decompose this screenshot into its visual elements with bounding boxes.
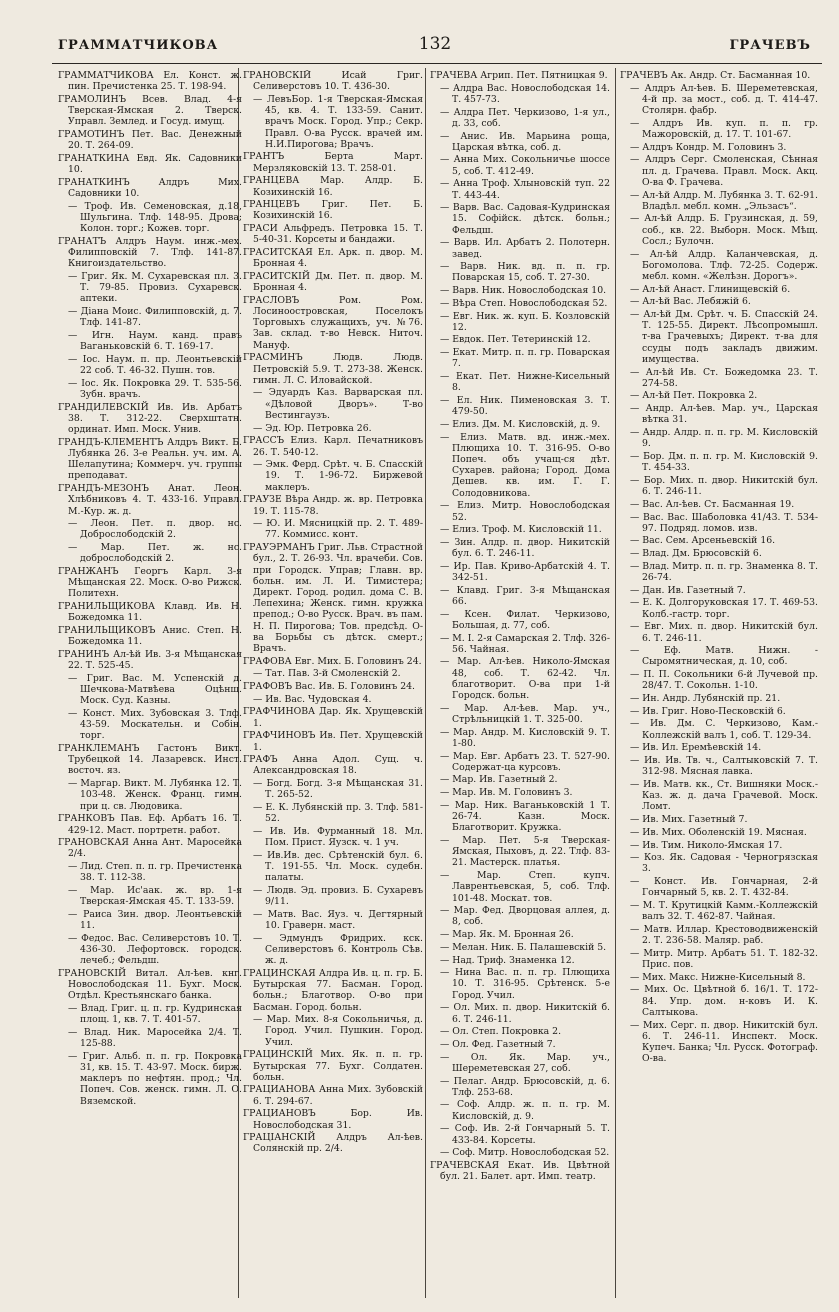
directory-entry: ГРАСИТСКАЯ Ел. Арк. п. двор. М. Бронная 4.: [243, 247, 423, 270]
directory-entry: — Лид. Степ. п. п. гр. Пречистенка 38. Т. 112-38.: [68, 861, 242, 884]
directory-entry: — Раиса Зин. двор. Леонтьевскій 11.: [68, 908, 242, 932]
directory-entry: ГРАНДИЛЕВСКІЙ Ив. Ив. Арбатъ 38. Т. 312-22. Сверхштатн. ординат. Имп. Моск. Унив.: [58, 401, 242, 436]
directory-entry: ГРАНЖАНЪ Георгъ Карл. 3-я Мѣщанская 22. Моск. О-во Рижск. Политехн.: [58, 566, 242, 600]
directory-entry: — Мар. Ник. Ваганьковскій 1 Т. 26-74. Казн. Моск. Благотворит. Кружка.: [440, 799, 610, 834]
directory-entry: — Анна Троф. Хлыновскій туп. 22 Т. 443-44.: [440, 178, 610, 201]
directory-entry: — Мелан. Ник. Б. Палашевскій 5.: [440, 941, 607, 953]
directory-entry: — Эдмундъ Фридрих. кск. Селиверстовъ 6. Контроль Сѣв. ж. д.: [253, 932, 423, 967]
directory-entry: ГРАНТЪ Берта Март. Мерзляковскій 13. Т. 258-01.: [243, 151, 423, 174]
directory-entry: ГРАНДЪ-КЛЕМЕНТЪ Алдръ Викт. Б. Лубянка 26. 3-е Реальн. уч. им. А. Шелапутина; Коммерч. уч. группы преподават.: [58, 436, 242, 482]
directory-entry: — Мар. Ал-ѣев. Николо-Ямская 48, соб. Т. 62-42. Чл. благотворит. О-ва при 1-й Городск. больн.: [440, 656, 610, 702]
directory-entry: — Соф. Митр. Новослободская 52.: [440, 1147, 610, 1159]
directory-entry: ГРАНОВСКАЯ Анна Ант. Маросейка 2/4.: [58, 837, 242, 860]
directory-entry: — Елиз. Троф. М. Кисловскій 11.: [440, 524, 602, 536]
directory-entry: ГРАСИ Альфредъ. Петровка 15. Т. 5-40-31. Корсеты и бандажи.: [243, 223, 423, 246]
directory-entry: — Маргар. Викт. М. Лубянка 12. Т. 103-48. Женск. Франц. гимн. при ц. св. Людовика.: [68, 778, 242, 812]
directory-entry: — Алдръ Кондр. М. Головинъ 3.: [630, 141, 787, 153]
directory-entry: — Е. К. Лубянскій пр. 3. Тлф. 581-52.: [253, 802, 423, 825]
directory-entry: ГРАНАТКИНА Евд. Як. Садовники 10.: [58, 152, 242, 176]
directory-entry: — Влад. Дм. Брюсовскій 6.: [630, 548, 762, 560]
directory-entry: — Андр. Ал-ѣев. Мар. уч., Царская вѣтка 31.: [630, 403, 818, 426]
directory-entry: — Ив. Матв. кк., Ст. Вишняки Моск.-Каз. ж. д. дача Грачевой. Моск. Ломт.: [630, 778, 818, 813]
directory-entry: — Евдок. Пет. Тетеринскій 12.: [440, 334, 591, 346]
directory-entry: — Конст. Ив. Гончарная, 2-й Гончарный 5, кв. 2. Т. 432-84.: [630, 876, 818, 899]
directory-entry: ГРАММАТЧИКОВА Ел. Конст. ж. пин. Пречистенка 25. Т. 198-94.: [58, 70, 242, 93]
directory-entry: ГРАНИНЪ Ал-ѣй Ив. 3-я Мѣщанская 22. Т. 525-45.: [58, 648, 242, 672]
directory-entry: — Еф. Матв. Нижн. - Сыромятническая, д. 10, соб.: [630, 645, 818, 668]
directory-entry: — Мар. Фед. Дворцовая аллея, д. 8, соб.: [440, 905, 610, 928]
directory-entry: — Федос. Вас. Селиверстовъ 10. Т. 436-30. Лефортовск. городск. лечеб.; Фельдш.: [68, 932, 242, 967]
directory-entry: ГРАМОТИНЪ Пет. Вас. Денежный 20. Т. 264-09.: [58, 129, 242, 152]
directory-entry: — Эд. Юр. Петровка 26.: [253, 422, 372, 434]
directory-entry: — Матв. Иллар. Крестоводвиженскій 2. Т. 236-58. Маляр. раб.: [630, 923, 818, 947]
directory-entry: — Е. К. Долгоруковская 17. Т. 469-53. Колб.-гастр. торг.: [630, 597, 818, 620]
directory-entry: — Мар. Евг. Арбатъ 23. Т. 527-90. Содержат-ца курсовъ.: [440, 750, 610, 773]
directory-entry: — Варв. Вас. Садовая-Кудринская 15. Софійск. дѣтск. больн.; Фельдш.: [440, 202, 610, 236]
directory-entry: — Варв. Ник. Новослободская 10.: [440, 285, 607, 297]
column-3: [430, 70, 610, 1295]
directory-entry: — Бор. Дм. п. п. гр. М. Кисловскій 9. Т. 454-33.: [630, 451, 818, 474]
directory-entry: — Екат. Пет. Нижне-Кисельный 8.: [440, 371, 610, 394]
directory-entry: ГРАНКОВЪ Пав. Еф. Арбатъ 16. Т. 429-12. Маст. портретн. работ.: [58, 813, 242, 836]
directory-entry: — Діана Моис. Филипповскій, д. 7. Тлф. 141-87.: [68, 306, 242, 329]
directory-entry: ГРАНИЛЬЩИКОВЪ Анис. Степ. Н. Божедомка 11.: [58, 625, 242, 648]
directory-entry: ГРАЧЕВСКАЯ Екат. Ив. Цвѣтной бул. 21. Балет. арт. Имп. театр.: [430, 1159, 610, 1183]
directory-entry: — Варв. Ник. вд. п. п. гр. Поварская 15, соб. Т. 27-30.: [440, 261, 610, 284]
directory-entry: ГРАФОВА Евг. Мих. Б. Головинъ 24.: [243, 655, 422, 667]
directory-entry: — М. І. 2-я Самарская 2. Тлф. 326-56. Чайная.: [440, 632, 610, 655]
directory-entry: — Григ. Вас. М. Успенскій д. Шечкова-Матвѣева Оцѣнщ. Моск. Суд. Казны.: [68, 672, 242, 707]
directory-entry: — Троф. Ив. Семеновская, д.18, Шульгина. Тлф. 148-95. Дрова; Колон. торг.; Кожев. торг.: [68, 200, 242, 235]
directory-entry: — Влад. Ник. Маросейка 2/4. Т. 125-88.: [68, 1026, 242, 1050]
directory-entry: — Ив. Вас. Чудовская 4.: [253, 693, 372, 705]
column-2: [243, 70, 423, 1295]
directory-entry: — Евг. Мих. п. двор. Никитскій бул. 6. Т. 246-11.: [630, 621, 818, 644]
directory-entry: — Мар. Як. М. Бронная 26.: [440, 929, 574, 941]
directory-entry: ГРАНЦЕВЪ Григ. Пет. Б. Козихинскій 16.: [243, 199, 423, 222]
directory-entry: — Ел. Ник. Пименовская 3. Т. 479-50.: [440, 394, 610, 418]
directory-entry: ГРАЦИАНОВЪ Бор. Ив. Новослободская 31.: [243, 1108, 423, 1131]
directory-entry: — Вѣра Степ. Новослободская 52.: [440, 297, 608, 309]
directory-entry: ГРАЧЕВЪ Ак. Андр. Ст. Басманная 10.: [620, 70, 811, 81]
directory-entry: ГРАФЧИНОВА Дар. Як. Хрущевскій 1.: [243, 706, 423, 729]
directory-entry: ГРАЧЕВА Агрип. Пет. Пятницкая 9.: [430, 70, 608, 81]
directory-entry: — Григ. Альб. п. п. гр. Покровка 31, кв. 15. Т. 43-97. Моск. бирж. маклеръ по нефтян. прод.; Чл. Попеч. Сов. женск. гимн. Л. О. Вяземской.: [68, 1050, 242, 1107]
directory-entry: — Ксен. Филат. Черкизово, Большая, д. 77, соб.: [440, 608, 610, 631]
directory-entry: — Елиз. Матв. вд. инж.-мех. Плющиха 10. Т. 316-95. О-во Попеч. объ учащ-ся дѣт. Сухарев. района; Город. Дома Дешев. кв. им. Г. Г. Солодовникова.: [440, 431, 610, 499]
running-head-right: ГРАЧЕВЪ: [729, 38, 811, 53]
directory-entry: — Іос. Як. Покровка 29. Т. 535-56. Зубн. врачъ.: [68, 377, 242, 400]
directory-entry: — Мих. Серг. п. двор. Никитскій бул. 6. Т. 246-11. Инспект. Моск. Купеч. Банка; Чл. Русск. Фотограф. О-ва.: [630, 1019, 818, 1065]
directory-entry: — Эмк. Ферд. Срѣт. ч. Б. Спасскій 19. Т. 1-96-72. Биржевой маклеръ.: [253, 459, 423, 493]
directory-entry: — Ив. Дм. С. Черкизово, Кам.-Коллежскій валъ 1, соб. Т. 129-34.: [630, 718, 818, 741]
directory-entry: — Игн. Наум. канд. правъ Ваганьковскій 6. Т. 169-17.: [68, 329, 242, 353]
directory-entry: — Дан. Ив. Газетный 7.: [630, 584, 746, 596]
directory-entry: — Зин. Алдр. п. двор. Никитскій бул. 6. Т. 246-11.: [440, 536, 610, 560]
directory-entry: ГРАФЪ Анна Адол. Сущ. ч. Александровская 18.: [243, 754, 423, 777]
directory-entry: ГРАНКЛЕМАНЪ Гастонъ Викт. Трубецкой 14. Лазаревск. Инст. восточ. яз.: [58, 743, 242, 777]
header-rule: [52, 63, 822, 64]
directory-entry: — Ю. И. Мясницкій пр. 2. Т. 489-77. Коммисс. конт.: [253, 518, 423, 541]
directory-entry: — Елиз. Митр. Новослободская 52.: [440, 500, 610, 523]
running-head-left: ГРАММАТЧИКОВА: [58, 38, 219, 53]
directory-entry: — Мар. Мих. 8-я Сокольничья, д. Город. Учил. Пушкин. Город. Учил.: [253, 1014, 423, 1048]
directory-entry: ГРАЦІАНСКІЙ Алдръ Ал-ѣев. Солянскій пр. 2/4.: [243, 1132, 423, 1155]
directory-entry: ГРАСМИНЪ Людв. Людв. Петровскій 5.9. Т. 273-38. Женск. гимн. Л. С. Иловайской.: [243, 352, 423, 386]
directory-entry: — Мар. Пет. ж. нс. доброслободскій 2.: [68, 542, 242, 565]
directory-entry: — Нина Вас. п. п. гр. Плющиха 10. Т. 316-95. Срѣтенск. 5-е Город. Учил.: [440, 967, 610, 1001]
column-1: [58, 70, 242, 1295]
directory-entry: — Леон. Пет. п. двор. нс. Доброслободскій 2.: [68, 518, 242, 541]
directory-entry: — Влад. Митр. п. п. гр. Знаменка 8. Т. 26-74.: [630, 560, 818, 584]
directory-entry: — Богд. Богд. 3-я Мѣщанская 31. Т. 265-52.: [253, 778, 423, 801]
directory-entry: — Людв. Эд. провиз. Б. Сухаревъ 9/11.: [253, 885, 423, 908]
directory-entry: — Ив.Ив. дес. Срѣтенскій бул. 6. Т. 191-55. Чл. Моск. судебн. палаты.: [253, 849, 423, 884]
directory-entry: ГРАССЪ Елиз. Карл. Печатниковъ 26. Т. 540-12.: [243, 435, 423, 458]
directory-entry: — Митр. Митр. Арбатъ 51. Т. 182-32. Прис. пов.: [630, 947, 818, 971]
directory-entry: ГРАНАТКИНЪ Алдръ Мих. Садовники 10.: [58, 176, 242, 200]
directory-entry: — Ив. Ил. Еремѣевскій 14.: [630, 742, 762, 754]
directory-entry: — Алдра Пет. Черкизово, 1-я ул., д. 33, соб.: [440, 106, 610, 129]
directory-entry: — Мар. Ал-ѣев. Мар. уч., Стрѣльницкій 1. Т. 325-00.: [440, 702, 610, 725]
directory-entry: — Вас. Сем. Арсеньевскій 16.: [630, 535, 776, 547]
directory-entry: — Варв. Ил. Арбатъ 2. Полотерн. завед.: [440, 237, 610, 260]
directory-entry: — ЛевъБор. 1-я Тверская-Ямская 45, кв. 4. Т. 133-59. Санит. врачъ Моск. Город. Упр.; Секр. Правл. О-ва Русск. врачей им. Н.И.Пирогова; Врачъ.: [253, 93, 423, 150]
directory-entry: ГРАНДЪ-МЕЗОНЪ Анат. Леон. Хлѣбниковъ 4. Т. 433-16. Управл. М.-Кур. ж. д.: [58, 483, 242, 517]
directory-entry: — Ал-ѣй Пет. Покровка 2.: [630, 390, 758, 402]
directory-entry: ГРАЦИНСКІЙ Мих. Як. п. п. гр. Бутырская 77. Бухг. Солдатен. больн.: [243, 1049, 423, 1083]
directory-entry: ГРАНЦЕВА Мар. Алдр. Б. Козихинскій 16.: [243, 175, 423, 198]
directory-entry: — Ив. Ив. Тв. ч., Салтыковскій 7. Т. 312-98. Мясная лавка.: [630, 755, 818, 778]
directory-entry: — Ал-ѣй Алдр. Б. Грузинская, д. 59, соб., кв. 22. Выборн. Моск. Мѣщ. Сосл.; Булочн.: [630, 213, 818, 247]
directory-entry: — Ал-ѣй Ив. Ст. Божедомка 23. Т. 274-58.: [630, 366, 818, 389]
directory-entry: ГРАМОЛИНЪ Всев. Влад. 4-я Тверская-Ямская 2. Тверск. Управл. Землед. и Госуд. имущ.: [58, 93, 242, 128]
directory-entry: — Іос. Наум. п. пр. Леонтьевскій 22 соб. Т. 46-32. Пушн. тов.: [68, 353, 242, 377]
directory-entry: ГРАУЭРМАНЪ Григ. Льв. Страстной бул., 2. Т. 26-93. Чл. врачеби. Сов. при Городск. Управ; Главн. вр. больн. им. Л. И. Тимистера; Директ. Город. родил. дома С. В. Лепехина; Женск. гимн. кружка препод.; О-во Русск. Врач. въ пам. Н. П. Пирогова; Тов. предсѣд. О-ва Борьбы съ дѣтск. смерт.; Врачъ.: [243, 542, 423, 654]
directory-entry: — М. Т. Крутицкій Камм.-Коллежскій валъ 32. Т. 462-87. Чайная.: [630, 900, 818, 923]
directory-entry: — Над. Триф. Знаменка 12.: [440, 954, 575, 966]
directory-entry: — Ив. Ив. Фурманный 18. Мл. Пом. Прист. Яузск. ч. 1 уч.: [253, 826, 423, 849]
directory-entry: — Ир. Пав. Криво-Арбатскій 4. Т. 342-51.: [440, 560, 610, 584]
directory-entry: — Ив. Тим. Николо-Ямская 17.: [630, 839, 783, 851]
directory-entry: — Григ. Як. М. Сухаревская пл. 3. Т. 79-85. Провиз. Сухаревск. аптеки.: [68, 270, 242, 305]
directory-entry: — Коз. Як. Садовая - Черногрязская 3.: [630, 852, 818, 875]
directory-entry: — Ал-ѣй Алдр. М. Лубянка 3. Т. 62-91. Владѣл. мебл. комн. „Эльзасъ“.: [630, 189, 818, 212]
directory-entry: — Пелаг. Андр. Брюсовскій, д. 6. Тлф. 253-68.: [440, 1075, 610, 1098]
directory-entry: — Соф. Ив. 2-й Гончарный 5. Т. 433-84. Корсеты.: [440, 1123, 610, 1146]
directory-entry: — Ал-ѣй Дм. Срѣт. ч. Б. Спасскій 24. Т. 125-55. Директ. Лѣсопромышл. т-ва Грачевыхъ; Директ. т-ва для ссуды подъ закладъ движим. имущества.: [630, 309, 818, 365]
directory-entry: — Андр. Алдр. п. п. гр. М. Кисловскій 9.: [630, 427, 818, 450]
directory-entry: — Конст. Мих. Зубовская 3. Тлф. 43-59. Москательн. и Собін. торг.: [68, 707, 242, 742]
directory-entry: — Мар. Ив. Газетный 2.: [440, 774, 558, 786]
directory-entry: — Ин. Андр. Лубянскій пр. 21.: [630, 693, 781, 705]
directory-entry: — Алдръ Серг. Смоленская, Сѣнная пл. д. Грачева. Правл. Моск. Акц. О-ва Ф. Грачева.: [630, 154, 818, 188]
directory-entry: ГРАНОВСКІЙ Исай Григ. Селиверстовъ 10. Т. 436-30.: [243, 70, 423, 93]
directory-entry: — Алдра Вас. Новослободская 14. Т. 457-73.: [440, 82, 610, 105]
directory-entry: — Ив. Мих. Оболенскій 19. Мясная.: [630, 826, 807, 838]
directory-entry: — Ал-ѣй Анаст. Глинищевскій 6.: [630, 283, 791, 295]
directory-entry: ГРАФЧИНОВЪ Ив. Пет. Хрущевскій 1.: [243, 730, 423, 753]
directory-entry: — Мих. Ос. Цвѣтной б. 16/1. Т. 172-84. Упр. дом. н-ковъ И. К. Салтыкова.: [630, 984, 818, 1018]
directory-entry: — Алдръ Ал-ѣев. Б. Шереметевская, 4-й пр. за мост., соб. д. Т. 414-47. Столярн. фабр.: [630, 82, 818, 117]
directory-entry: — Мар. Ив. М. Головинъ 3.: [440, 787, 573, 799]
directory-entry: — Ол. Степ. Покровка 2.: [440, 1026, 562, 1038]
column-divider: [425, 68, 426, 1298]
column-divider: [615, 68, 616, 1298]
directory-entry: — Эдуардъ Каз. Варварская пл. «Дѣловой Дворъ». Т-во Вестингаузъ.: [253, 387, 423, 421]
directory-entry: ГРАЦИНСКАЯ Алдра Ив. ц. п. гр. Б. Бутырская 77. Басман. Город. больн.; Благотвор. О-во при Басман. Город. больн.: [243, 967, 423, 1013]
directory-entry: — Мар. Пет. 5-я Тверская-Ямская, Пыховъ, д. 22. Тлф. 83-21. Мастерск. платья.: [440, 835, 610, 869]
directory-entry: — Вас. Вас. Шаболовка 41/43. Т. 534-97. Подряд. ломов. изв.: [630, 511, 818, 534]
directory-entry: — Бор. Мих. п. двор. Никитскій бул. 6. Т. 246-11.: [630, 474, 818, 498]
directory-entry: ГРАСЛОВЪ Ром. Ром. Лосиноостровская, Поселокъ Торговыхъ служащихъ, уч. №76. Зав. склад. т-во Невск. Ниточ. Мануф.: [243, 294, 423, 351]
directory-entry: — Матв. Вас. Яуз. ч. Дегтярный 10. Граверн. маст.: [253, 908, 423, 932]
directory-entry: — Мар. Степ. купч. Лаврентьевская, 5, соб. Тлф. 101-48. Москат. тов.: [440, 870, 610, 904]
directory-entry: — Тат. Пав. 3-й Смоленскій 2.: [253, 668, 401, 680]
directory-entry: — Мар. Ис'аак. ж. вр. 1-я Тверская-Ямская 45. Т. 133-59.: [68, 885, 242, 908]
directory-entry: ГРАУЗЕ Вѣра Андр. ж. вр. Петровка 19. Т. 115-78.: [243, 494, 423, 517]
directory-entry: — Мих. Макс. Нижне-Кисельный 8.: [630, 971, 806, 983]
directory-entry: — Елиз. Дм. М. Кисловскій, д. 9.: [440, 418, 601, 430]
directory-entry: — Ол. Мих. п. двор. Никитскій б. 6. Т. 246-11.: [440, 1002, 610, 1025]
page-number: 132: [418, 34, 452, 54]
page-header: [0, 34, 839, 62]
directory-entry: — Евг. Ник. ж. куп. Б. Козловскій 12.: [440, 310, 610, 333]
directory-entry: — П. П. Сокольники 6-й Лучевой пр. 28/47. Т. Сокольн. 1-10.: [630, 669, 818, 692]
directory-entry: — Екат. Митр. п. п. гр. Поварская 7.: [440, 347, 610, 370]
directory-entry: ГРАФОВЪ Вас. Ив. Б. Головинъ 24.: [243, 681, 415, 693]
directory-entry: ГРАНИЛЬЩИКОВА Клавд. Ив. Н. Божедомка 11.: [58, 601, 242, 624]
directory-entry: — Анна Мих. Сокольничье шоссе 5, соб. Т. 412-49.: [440, 154, 610, 177]
directory-entry: — Ал-ѣй Алдр. Каланчевская, д. Богомолова. Тлф. 72-25. Содерж. мебл. комн. «Желѣзн. Дорогъ».: [630, 248, 818, 282]
directory-entry: — Клавд. Григ. 3-я Мѣщанская 66.: [440, 584, 610, 607]
column-4: [620, 70, 818, 1295]
directory-entry: — Мар. Андр. М. Кисловскій 9. Т. 1-80.: [440, 726, 610, 749]
directory-entry: — Алдръ Ив. куп. п. п. гр. Мажоровскій, д. 17. Т. 101-67.: [630, 117, 818, 141]
directory-entry: — Ив. Григ. Ново-Песковскій 6.: [630, 705, 786, 717]
directory-entry: — Ал-ѣй Вас. Лебяжій 6.: [630, 296, 751, 308]
directory-entry: ГРАЦИАНОВА Анна Мих. Зубовскій 6. Т. 294-67.: [243, 1084, 423, 1107]
directory-entry: — Соф. Алдр. ж. п. п. гр. М. Кисловскій, д. 9.: [440, 1099, 610, 1122]
directory-entry: — Вас. Ал-ѣев. Ст. Басманная 19.: [630, 498, 795, 510]
directory-entry: ГРАНАТЪ Алдръ Наум. инж.-мех. Филипповскій 7. Тлф. 141-87. Книгоиздательство.: [58, 235, 242, 270]
directory-entry: ГРАСИТСКІЙ Дм. Пет. п. двор. М. Бронная 4.: [243, 270, 423, 294]
directory-entry: — Ол. Фед. Газетный 7.: [440, 1038, 556, 1050]
directory-entry: — Влад. Григ. ц. п. гр. Кудринская площ. 1, кв. 7. Т. 401-57.: [68, 1003, 242, 1026]
directory-entry: — Ив. Мих. Газетный 7.: [630, 814, 748, 826]
directory-entry: — Анис. Ив. Марьина роща, Царская вѣтка, соб. д.: [440, 130, 610, 153]
directory-entry: — Ол. Як. Мар. уч., Шереметевская 27, соб.: [440, 1051, 610, 1074]
directory-entry: ГРАНОВСКІЙ Витал. Ал-ѣев. кнг. Новослободская 11. Бухг. Моск. Отдѣл. Крестьянскаго банка.: [58, 967, 242, 1002]
